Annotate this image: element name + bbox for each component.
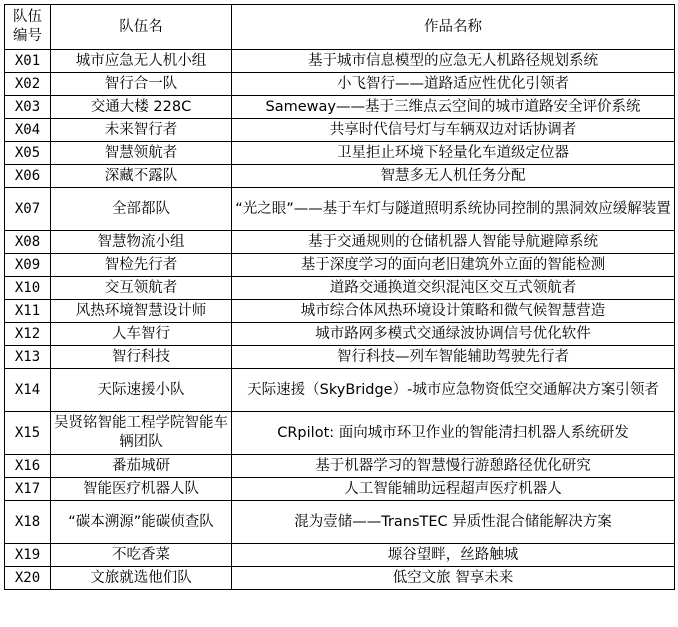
team-id-cell: X12	[5, 323, 51, 346]
team-name-cell: 风热环境智慧设计师	[51, 300, 232, 323]
team-name-cell: 深藏不露队	[51, 165, 232, 188]
work-name-cell: 基于城市信息模型的应急无人机路径规划系统	[232, 50, 675, 73]
team-name-cell: 智慧物流小组	[51, 231, 232, 254]
team-name-cell: 番茄城研	[51, 455, 232, 478]
table-row	[5, 300, 675, 323]
team-table	[4, 4, 675, 590]
team-name-cell: 智能医疗机器人队	[51, 478, 232, 501]
team-name-cell: 智行科技	[51, 346, 232, 369]
table-row	[5, 254, 675, 277]
team-id-cell: X02	[5, 73, 51, 96]
work-name-cell: 智行科技—列车智能辅助驾驶先行者	[232, 346, 675, 369]
table-row	[5, 567, 675, 590]
team-name-cell: 不吃香菜	[51, 544, 232, 567]
team-name-cell: 智检先行者	[51, 254, 232, 277]
work-name-cell: Sameway——基于三维点云空间的城市道路安全评价系统	[232, 96, 675, 119]
work-name-cell: 基于机器学习的智慧慢行游憩路径优化研究	[232, 455, 675, 478]
team-name-cell: 人车智行	[51, 323, 232, 346]
team-id-cell: X11	[5, 300, 51, 323]
team-id-cell: X10	[5, 277, 51, 300]
table-row	[5, 277, 675, 300]
table-row	[5, 73, 675, 96]
work-name-cell: 共享时代信号灯与车辆双边对话协调者	[232, 119, 675, 142]
work-name-cell: 混为壹储——TransTEC 异质性混合储能解决方案	[232, 501, 675, 544]
team-name-cell: “碳本溯源”能碳侦查队	[51, 501, 232, 544]
work-name-cell: 小飞智行——道路适应性优化引领者	[232, 73, 675, 96]
table-row	[5, 119, 675, 142]
team-id-cell: X18	[5, 501, 51, 544]
table-header	[5, 5, 675, 50]
team-name-cell: 智行合一队	[51, 73, 232, 96]
team-id-cell: X13	[5, 346, 51, 369]
team-id-cell: X09	[5, 254, 51, 277]
header-row	[5, 5, 675, 50]
header-team-id-line2: 编号	[13, 28, 42, 44]
work-name-cell: 城市综合体风热环境设计策略和微气候智慧营造	[232, 300, 675, 323]
team-name-cell: 智慧领航者	[51, 142, 232, 165]
header-work-name: 作品名称	[232, 5, 675, 50]
team-name-cell: 吴贤铭智能工程学院智能车辆团队	[51, 412, 232, 455]
team-id-cell: X07	[5, 188, 51, 231]
work-name-cell: 智慧多无人机任务分配	[232, 165, 675, 188]
team-id-cell: X16	[5, 455, 51, 478]
team-id-cell: X15	[5, 412, 51, 455]
team-name-cell: 未来智行者	[51, 119, 232, 142]
table-row	[5, 478, 675, 501]
header-team-id	[5, 5, 51, 50]
table-row	[5, 501, 675, 544]
table-row	[5, 165, 675, 188]
work-name-cell: 城市路网多模式交通绿波协调信号优化软件	[232, 323, 675, 346]
team-id-cell: X14	[5, 369, 51, 412]
header-team-id-line1: 队伍	[13, 9, 42, 25]
work-name-cell: 道路交通换道交织混沌区交互式领航者	[232, 277, 675, 300]
team-name-cell: 文旅就选他们队	[51, 567, 232, 590]
work-name-cell: 天际速援（SkyBridge）-城市应急物资低空交通解决方案引领者	[232, 369, 675, 412]
work-name-cell: CRpilot: 面向城市环卫作业的智能清扫机器人系统研发	[232, 412, 675, 455]
table-row	[5, 544, 675, 567]
team-name-cell: 交互领航者	[51, 277, 232, 300]
table-row	[5, 50, 675, 73]
work-name-cell: 人工智能辅助远程超声医疗机器人	[232, 478, 675, 501]
team-id-cell: X08	[5, 231, 51, 254]
work-name-cell: 低空文旅 智享未来	[232, 567, 675, 590]
table-row	[5, 412, 675, 455]
team-id-cell: X01	[5, 50, 51, 73]
table-row	[5, 455, 675, 478]
table-row	[5, 346, 675, 369]
work-name-cell: 塬谷望畔，丝路触城	[232, 544, 675, 567]
work-name-cell: 基于深度学习的面向老旧建筑外立面的智能检测	[232, 254, 675, 277]
table-row	[5, 231, 675, 254]
team-id-cell: X20	[5, 567, 51, 590]
team-id-cell: X03	[5, 96, 51, 119]
table-body	[5, 50, 675, 590]
team-name-cell: 天际速援小队	[51, 369, 232, 412]
table-row	[5, 96, 675, 119]
team-id-cell: X05	[5, 142, 51, 165]
work-name-cell: “光之眼”——基于车灯与隧道照明系统协同控制的黑洞效应缓解装置	[232, 188, 675, 231]
table-row	[5, 369, 675, 412]
team-id-cell: X19	[5, 544, 51, 567]
team-name-cell: 交通大楼 228C	[51, 96, 232, 119]
team-id-cell: X17	[5, 478, 51, 501]
table-row	[5, 323, 675, 346]
table-row	[5, 142, 675, 165]
work-name-cell: 卫星拒止环境下轻量化车道级定位器	[232, 142, 675, 165]
team-name-cell: 全部都队	[51, 188, 232, 231]
team-id-cell: X06	[5, 165, 51, 188]
team-id-cell: X04	[5, 119, 51, 142]
work-name-cell: 基于交通规则的仓储机器人智能导航避障系统	[232, 231, 675, 254]
team-name-cell: 城市应急无人机小组	[51, 50, 232, 73]
header-team-name: 队伍名	[51, 5, 232, 50]
table-row	[5, 188, 675, 231]
